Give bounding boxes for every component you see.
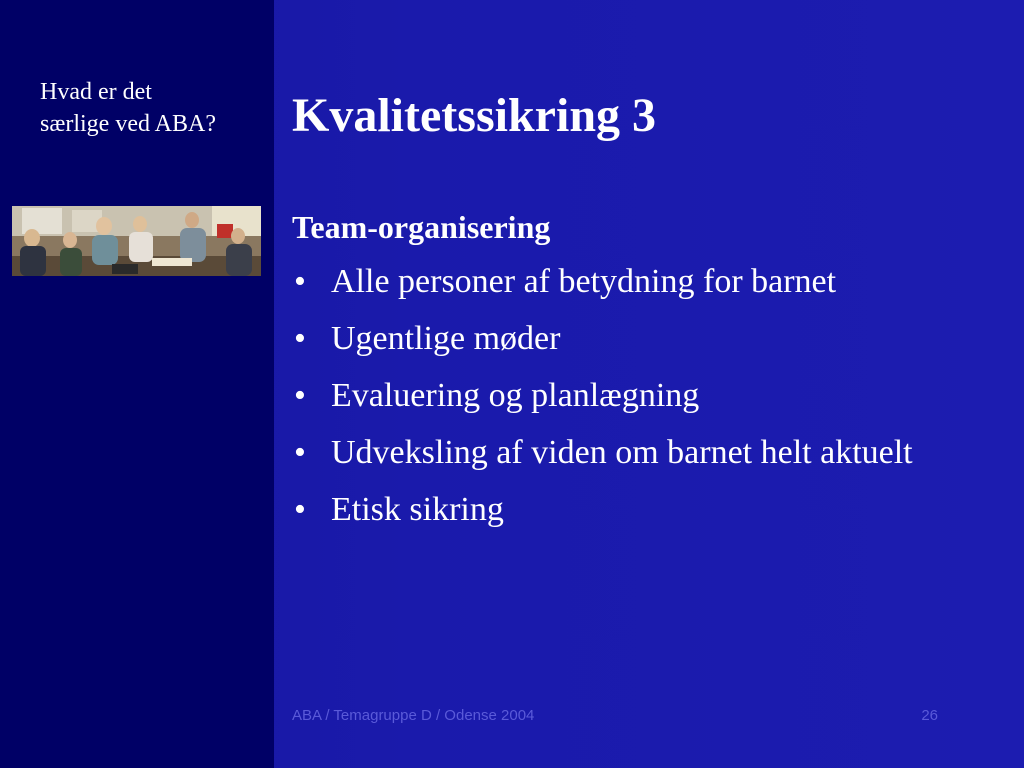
bullet-text: Alle personer af betydning for barnet <box>331 263 837 300</box>
group-photo <box>12 206 261 276</box>
bullet-icon: • <box>294 320 306 357</box>
footer-text: ABA / Temagruppe D / Odense 2004 <box>292 707 535 724</box>
sidebar <box>0 0 274 768</box>
bullet-text: Udveksling af viden om barnet helt aktuelt <box>331 434 913 471</box>
slide-content <box>292 206 932 543</box>
bullet-text: Etisk sikring <box>331 491 504 528</box>
slide-title: Kvalitetssikring 3 <box>292 89 657 142</box>
bullet-text: Ugentlige møder <box>331 320 561 357</box>
list-item <box>292 315 932 362</box>
list-item <box>292 372 932 419</box>
slide-subheading: Team-organisering <box>292 209 551 245</box>
sidebar-title <box>40 76 260 140</box>
page-number: 26 <box>921 707 938 724</box>
bullet-icon: • <box>294 491 306 528</box>
bullet-list <box>292 258 932 533</box>
sidebar-title-line-2: særlige ved ABA? <box>40 111 216 137</box>
bullet-icon: • <box>294 377 306 414</box>
group-photo-illustration <box>12 206 261 276</box>
bullet-text: Evaluering og planlægning <box>331 377 700 414</box>
sidebar-title-line-1: Hvad er det <box>40 79 152 105</box>
bullet-icon: • <box>294 263 306 300</box>
list-item <box>292 486 932 533</box>
bullet-icon: • <box>294 434 306 471</box>
list-item <box>292 258 932 305</box>
list-item <box>292 429 932 476</box>
